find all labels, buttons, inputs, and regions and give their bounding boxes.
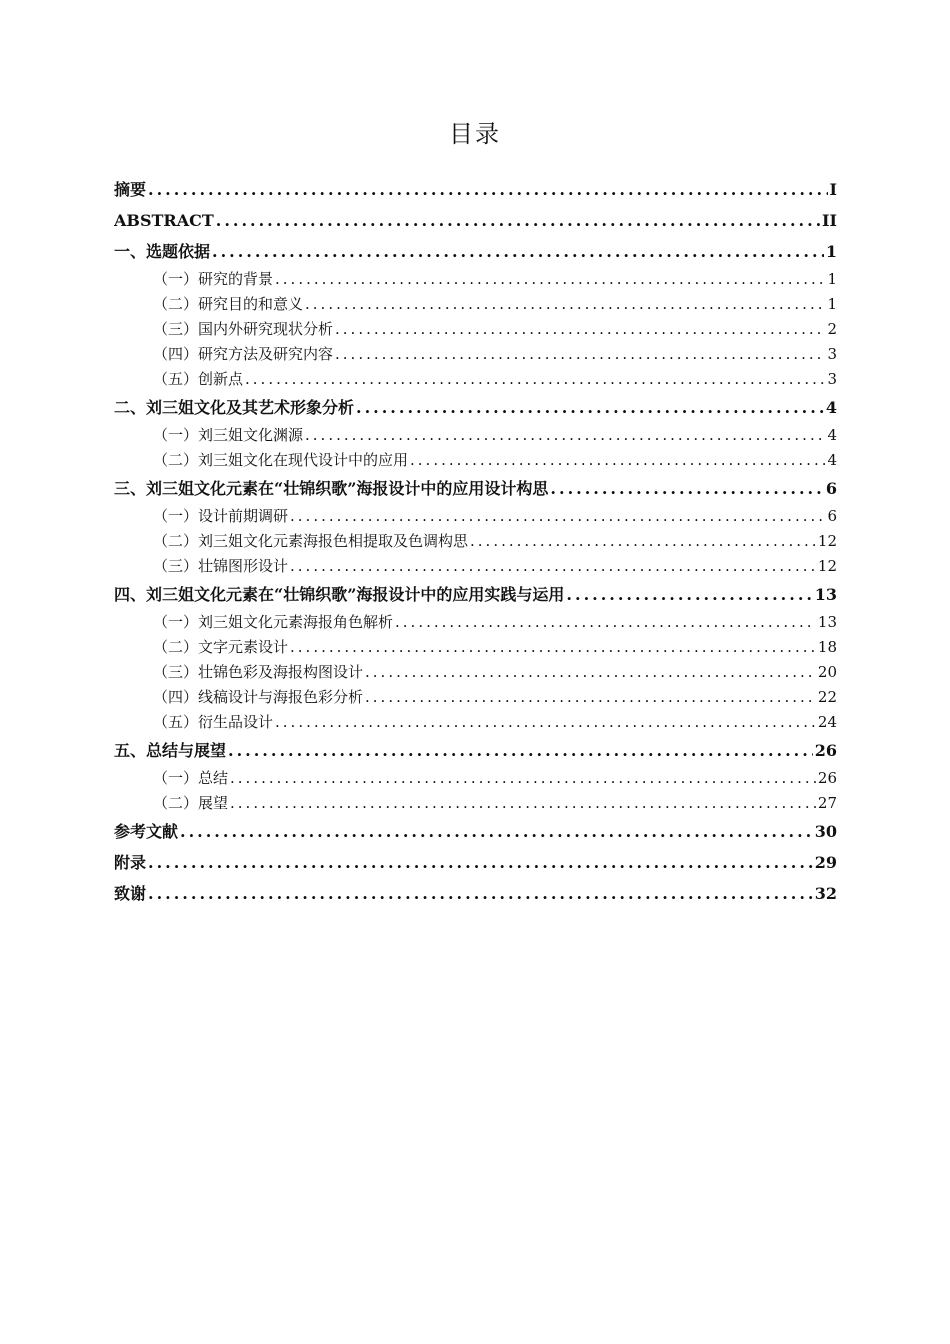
toc-leader-dots — [275, 710, 816, 735]
toc-leader-dots — [212, 236, 824, 267]
toc-section-entry[interactable] — [114, 342, 837, 367]
toc-leader-dots — [290, 554, 816, 579]
toc-entry-label: 摘要 — [114, 180, 147, 199]
toc-entry-label: （一）刘三姐文化渊源 — [153, 426, 304, 444]
toc-section-entry[interactable] — [114, 791, 837, 816]
toc-chapter-entry[interactable] — [114, 878, 837, 909]
toc-section-entry[interactable] — [114, 685, 837, 710]
toc-page-number: 13 — [814, 585, 837, 604]
toc-leader-dots — [395, 610, 816, 635]
toc-page-number: 1 — [825, 242, 837, 261]
toc-chapter-entry[interactable] — [114, 735, 837, 766]
toc-page-number: 6 — [825, 479, 837, 498]
toc-page-number: 32 — [814, 884, 837, 903]
toc-page-number: 4 — [827, 426, 837, 444]
toc-page-number: 12 — [817, 557, 837, 575]
toc-entry-label: （二）展望 — [153, 794, 229, 812]
toc-page-number: 24 — [817, 713, 837, 731]
toc-entry-label: （二）文字元素设计 — [153, 638, 289, 656]
toc-page-number: 1 — [827, 270, 837, 288]
toc-page-number: 3 — [827, 370, 837, 388]
toc-leader-dots — [230, 791, 816, 816]
toc-entry-label: 三、刘三姐文化元素在“壮锦织歌”海报设计中的应用设计构思 — [114, 479, 549, 498]
toc-entry-label: （二）研究目的和意义 — [153, 295, 304, 313]
toc-entry-label: （二）刘三姐文化在现代设计中的应用 — [153, 451, 409, 469]
toc-page-number: 4 — [827, 451, 837, 469]
toc-leader-dots — [410, 448, 825, 473]
toc-entry-label: （三）壮锦图形设计 — [153, 557, 289, 575]
toc-page-number: 6 — [827, 507, 837, 525]
toc-page-number: 3 — [827, 345, 837, 363]
toc-section-entry[interactable] — [114, 635, 837, 660]
toc-page-number: 13 — [817, 613, 837, 631]
toc-leader-dots — [550, 473, 823, 504]
toc-entry-label: 五、总结与展望 — [114, 741, 227, 760]
toc-entry-label: （一）设计前期调研 — [153, 507, 289, 525]
toc-page-number: 26 — [814, 741, 837, 760]
page-title: 目录 — [449, 120, 501, 148]
toc-page-number: 2 — [827, 320, 837, 338]
toc-page-number: 22 — [817, 688, 837, 706]
table-of-contents — [114, 174, 837, 909]
toc-page-number: 18 — [817, 638, 837, 656]
toc-section-entry[interactable] — [114, 267, 837, 292]
toc-section-entry[interactable] — [114, 710, 837, 735]
toc-leader-dots — [230, 766, 816, 791]
toc-page-number: 29 — [814, 853, 837, 872]
toc-entry-label: （五）衍生品设计 — [153, 713, 274, 731]
toc-chapter-entry[interactable] — [114, 579, 837, 610]
toc-leader-dots — [470, 529, 816, 554]
toc-entry-label: （四）线稿设计与海报色彩分析 — [153, 688, 364, 706]
toc-page-number: 26 — [817, 769, 837, 787]
toc-chapter-entry[interactable] — [114, 236, 837, 267]
toc-page-number: 1 — [827, 295, 837, 313]
toc-entry-label: （五）创新点 — [153, 370, 244, 388]
toc-page-number: 27 — [817, 794, 837, 812]
toc-entry-label: （一）刘三姐文化元素海报角色解析 — [153, 613, 394, 631]
toc-leader-dots — [305, 423, 825, 448]
toc-page-number: 4 — [825, 398, 837, 417]
toc-leader-dots — [216, 205, 820, 236]
toc-section-entry[interactable] — [114, 660, 837, 685]
toc-chapter-entry[interactable] — [114, 847, 837, 878]
toc-entry-label: 一、选题依据 — [114, 242, 211, 261]
toc-section-entry[interactable] — [114, 529, 837, 554]
toc-section-entry[interactable] — [114, 504, 837, 529]
toc-page-number: 12 — [817, 532, 837, 550]
toc-chapter-entry[interactable] — [114, 473, 837, 504]
toc-leader-dots — [566, 579, 812, 610]
toc-chapter-entry[interactable] — [114, 392, 837, 423]
toc-page-number: 20 — [817, 663, 837, 681]
toc-section-entry[interactable] — [114, 448, 837, 473]
toc-entry-label: （三）壮锦色彩及海报构图设计 — [153, 663, 364, 681]
toc-leader-dots — [365, 660, 816, 685]
toc-leader-dots — [275, 267, 825, 292]
toc-entry-label: ABSTRACT — [114, 211, 214, 230]
toc-entry-label: 四、刘三姐文化元素在“壮锦织歌”海报设计中的应用实践与运用 — [114, 585, 565, 604]
toc-entry-label: （三）国内外研究现状分析 — [153, 320, 334, 338]
toc-leader-dots — [365, 685, 816, 710]
toc-section-entry[interactable] — [114, 423, 837, 448]
toc-entry-label: 附录 — [114, 853, 147, 872]
toc-leader-dots — [148, 878, 813, 909]
toc-page-number: 30 — [814, 822, 837, 841]
toc-section-entry[interactable] — [114, 292, 837, 317]
toc-section-entry[interactable] — [114, 367, 837, 392]
toc-leader-dots — [290, 504, 825, 529]
toc-entry-label: 致谢 — [114, 884, 147, 903]
toc-section-entry[interactable] — [114, 766, 837, 791]
toc-entry-label: （二）刘三姐文化元素海报色相提取及色调构思 — [153, 532, 469, 550]
toc-chapter-entry[interactable] — [114, 816, 837, 847]
toc-chapter-entry[interactable] — [114, 205, 837, 236]
toc-entry-label: 二、刘三姐文化及其艺术形象分析 — [114, 398, 355, 417]
toc-section-entry[interactable] — [114, 610, 837, 635]
toc-leader-dots — [335, 317, 825, 342]
toc-leader-dots — [335, 342, 825, 367]
toc-leader-dots — [228, 735, 813, 766]
toc-section-entry[interactable] — [114, 554, 837, 579]
toc-page-number: II — [822, 211, 837, 230]
toc-leader-dots — [180, 816, 813, 847]
toc-entry-label: （一）研究的背景 — [153, 270, 274, 288]
toc-section-entry[interactable] — [114, 317, 837, 342]
toc-entry-label: （一）总结 — [153, 769, 229, 787]
toc-leader-dots — [290, 635, 816, 660]
toc-page-number: I — [829, 180, 837, 199]
toc-entry-label: （四）研究方法及研究内容 — [153, 345, 334, 363]
toc-leader-dots — [245, 367, 825, 392]
toc-leader-dots — [356, 392, 824, 423]
toc-entry-label: 参考文献 — [114, 822, 179, 841]
toc-leader-dots — [148, 174, 828, 205]
toc-chapter-entry[interactable] — [114, 174, 837, 205]
toc-leader-dots — [148, 847, 813, 878]
toc-leader-dots — [305, 292, 825, 317]
